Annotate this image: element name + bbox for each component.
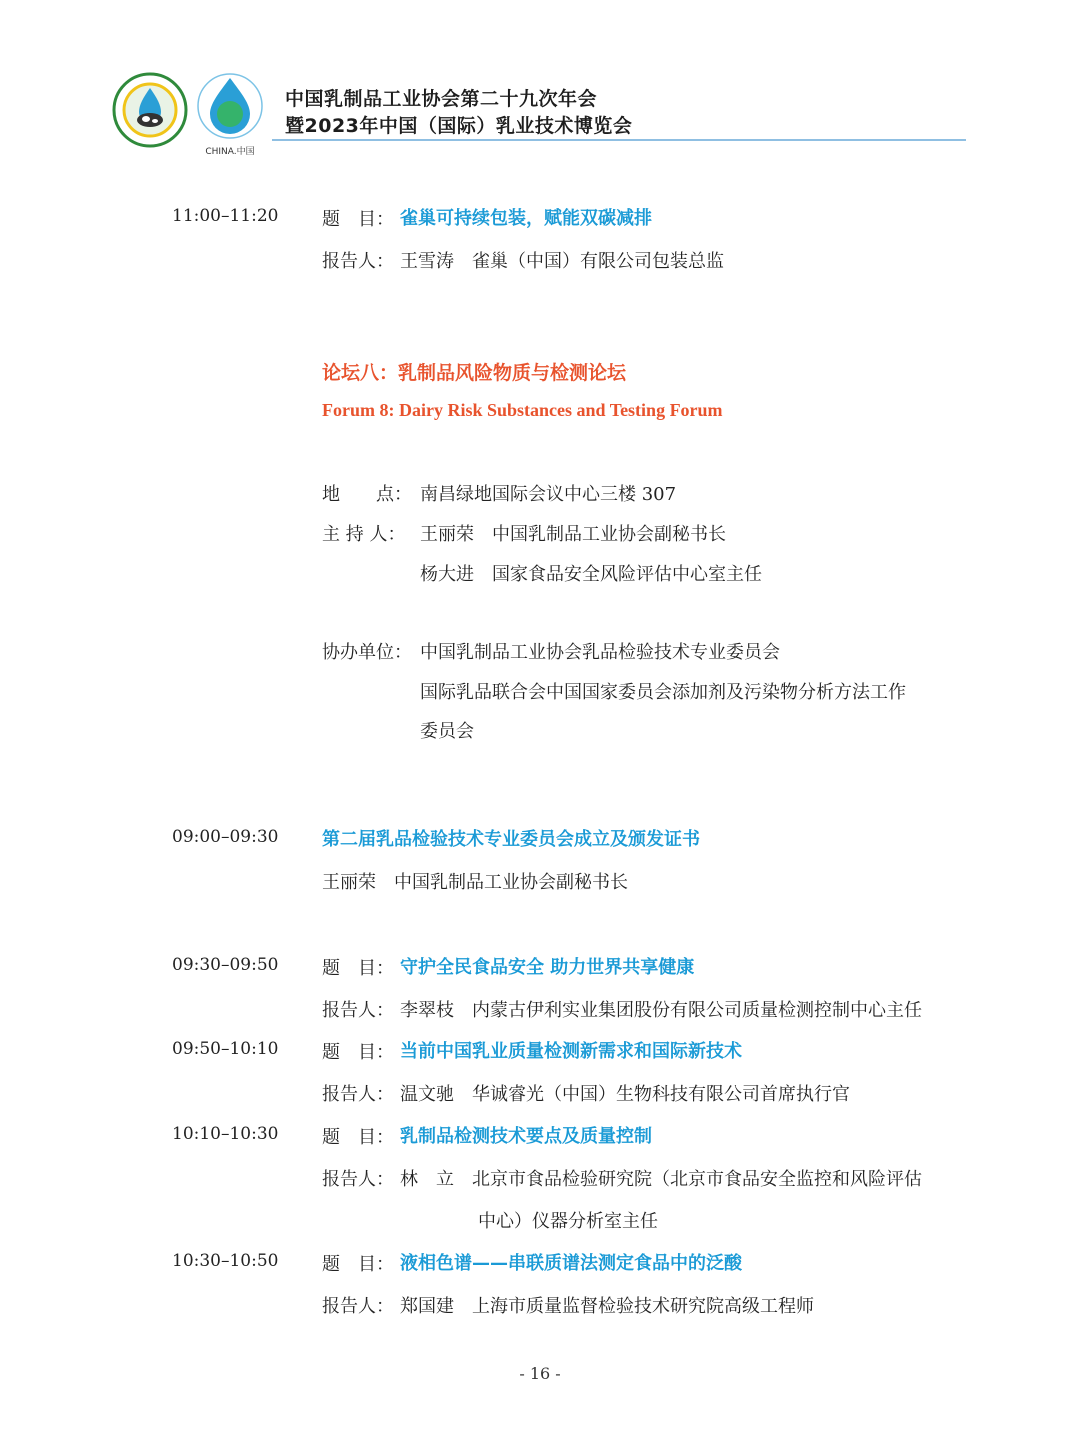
speaker-label: 报告人： xyxy=(322,1169,394,1190)
page-number: - 16 - xyxy=(519,1364,561,1383)
location-label: 地 点： xyxy=(322,484,412,505)
topic-title: 液相色谱——串联质谱法测定食品中的泛酸 xyxy=(400,1253,742,1274)
topic-label: 题 目： xyxy=(322,958,394,979)
header-divider xyxy=(272,139,966,141)
speaker-label: 报告人： xyxy=(322,1296,394,1317)
co-organizer-1: 中国乳制品工业协会乳品检验技术专业委员会 xyxy=(420,642,780,663)
forum-title-en: Forum 8: Dairy Risk Substances and Testing Forum xyxy=(322,400,723,420)
time-slot: 09:00–09:30 xyxy=(172,827,279,847)
speaker-info: 王雪涛 雀巢（中国）有限公司包装总监 xyxy=(400,251,724,272)
host-2: 杨大进 国家食品安全风险评估中心室主任 xyxy=(420,564,762,585)
time-slot: 10:30–10:50 xyxy=(172,1251,279,1271)
co-organizer-label: 协办单位： xyxy=(322,642,412,663)
speaker-info: 郑国建 上海市质量监督检验技术研究院高级工程师 xyxy=(400,1296,814,1317)
host-1: 王丽荣 中国乳制品工业协会副秘书长 xyxy=(420,524,726,545)
time-slot: 11:00–11:20 xyxy=(172,206,279,226)
topic-label: 题 目： xyxy=(322,1042,394,1063)
topic-title: 当前中国乳业质量检测新需求和国际新技术 xyxy=(400,1041,742,1062)
speaker-label: 报告人： xyxy=(322,1084,394,1105)
topic-label: 题 目： xyxy=(322,209,394,230)
location-value: 南昌绿地国际会议中心三楼 307 xyxy=(420,484,677,505)
topic-title: 乳制品检测技术要点及质量控制 xyxy=(400,1126,652,1147)
co-organizer-2: 国际乳品联合会中国国家委员会添加剂及污染物分析方法工作 xyxy=(420,682,906,703)
topic-label: 题 目： xyxy=(322,1127,394,1148)
co-organizer-3: 委员会 xyxy=(420,721,474,742)
idf-logo-icon xyxy=(198,74,262,138)
ceremony-title: 第二届乳品检验技术专业委员会成立及颁发证书 xyxy=(322,829,700,850)
header-title-line2: 暨2023年中国（国际）乳业技术博览会 xyxy=(285,115,633,137)
speaker-label: 报告人： xyxy=(322,1000,394,1021)
header-title-line1: 中国乳制品工业协会第二十九次年会 xyxy=(285,88,598,110)
time-slot: 09:30–09:50 xyxy=(172,955,279,975)
host-label: 主 持 人： xyxy=(322,524,406,545)
speaker-info: 温文驰 华诚睿光（中国）生物科技有限公司首席执行官 xyxy=(400,1084,850,1105)
speaker-info: 林 立 北京市食品检验研究院（北京市食品安全监控和风险评估 xyxy=(400,1169,922,1190)
ceremony-person: 王丽荣 中国乳制品工业协会副秘书长 xyxy=(322,872,628,893)
logo-group xyxy=(110,70,270,158)
topic-title: 雀巢可持续包装，赋能双碳减排 xyxy=(400,208,652,229)
forum-title-cn: 论坛八：乳制品风险物质与检测论坛 xyxy=(322,362,627,384)
cdia-logo-icon xyxy=(114,74,186,146)
topic-title: 守护全民食品安全 助力世界共享健康 xyxy=(400,957,695,978)
speaker-label: 报告人： xyxy=(322,251,394,272)
time-slot: 10:10–10:30 xyxy=(172,1124,279,1144)
speaker-info-continued: 中心）仪器分析室主任 xyxy=(478,1211,658,1232)
topic-label: 题 目： xyxy=(322,1254,394,1275)
idf-caption: CHINA.中国 xyxy=(205,147,255,157)
speaker-info: 李翠枝 内蒙古伊利实业集团股份有限公司质量检测控制中心主任 xyxy=(400,1000,922,1021)
time-slot: 09:50–10:10 xyxy=(172,1039,279,1059)
header-logos xyxy=(110,70,270,158)
